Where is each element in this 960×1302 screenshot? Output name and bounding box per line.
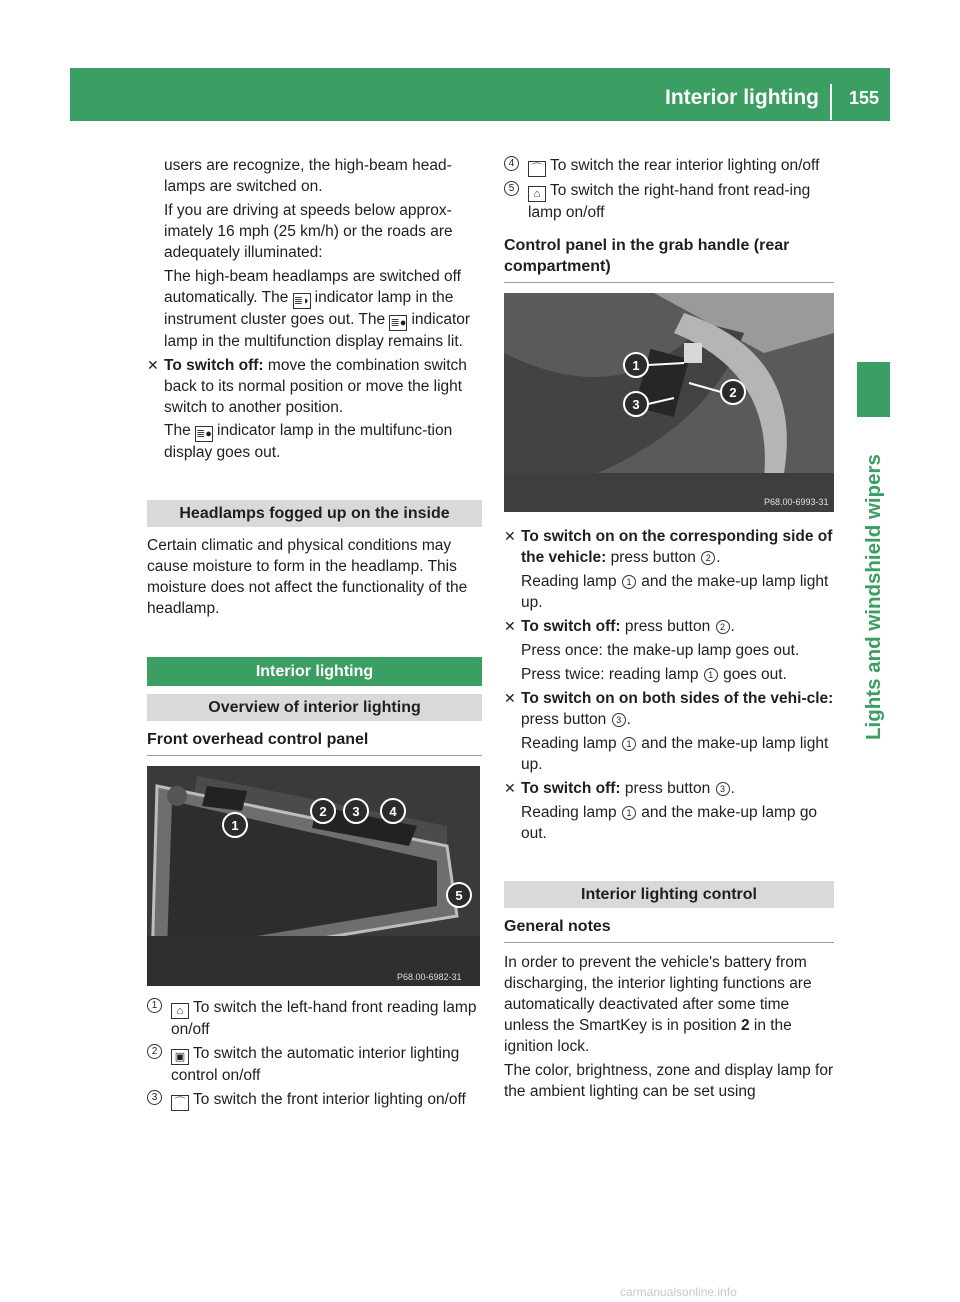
header-divider [830, 84, 832, 120]
step-item: ✕ To switch on on both sides of the vehi-cle: press button 3 . Reading lamp 1 and the make-up lamp light up. [504, 690, 834, 773]
svg-text:1: 1 [632, 358, 640, 373]
callout-number: 3 [716, 782, 730, 796]
svg-text:5: 5 [455, 888, 463, 903]
side-chapter-title [858, 430, 890, 760]
grab-handle-photo [504, 293, 834, 512]
svg-text:4: 4 [389, 804, 397, 819]
svg-text:3: 3 [352, 804, 360, 819]
callout-number: 1 [622, 575, 636, 589]
step-item: ✕ To switch off: press button 2 . Press once: the make-up lamp goes out. Press twice: reading lamp 1 goes out. [504, 618, 800, 683]
step-switch-off: ✕ To switch off: move the combination switch back to its normal position or move the light switch to another position. The ≣● indicator lamp in the multifunc-tion display goes out. [147, 357, 467, 461]
page-number: 155 [848, 88, 880, 108]
paragraph: Certain climatic and physical conditions may cause moisture to form in the headlamp. This moisture does not affect the functionality of the headlamp. [147, 537, 468, 617]
left-column [147, 155, 482, 1114]
svg-text:2: 2 [729, 385, 737, 400]
callout-number: 3 [612, 713, 626, 727]
section-heading-overview: Overview of interior lighting [147, 694, 482, 721]
callout-number: 1 [622, 806, 636, 820]
list-item: 1 ⌂ To switch the left-hand front reading lamp on/off [147, 997, 482, 1040]
svg-text:1: 1 [231, 818, 239, 833]
photo-code: P68.00-6982-31 [397, 972, 462, 982]
section-heading-control: Interior lighting control [504, 881, 834, 908]
subheading-general-notes: General notes [504, 916, 834, 943]
front-panel-photo [147, 766, 480, 986]
callout-number: 2 [716, 620, 730, 634]
arrow-icon: ✕ [504, 528, 516, 544]
paragraph: The color, brightness, zone and display lamp for the ambient lighting can be set using [504, 1062, 834, 1100]
callout-number: 1 [622, 737, 636, 751]
callout-number: 1 [704, 668, 718, 682]
high-beam-icon: ≣◗ [293, 295, 310, 307]
photo-code: P68.00-6993-31 [764, 497, 829, 507]
arrow-icon: ✕ [504, 690, 516, 706]
side-chapter-label: Lights and windshield wipers [861, 453, 885, 740]
page-header [70, 68, 890, 121]
right-column [504, 155, 834, 1105]
step-item: ✕ To switch on on the corresponding side of the vehicle: press button 2 . Reading lamp 1 and the make-up lamp light up. [504, 528, 833, 611]
arrow-icon: ✕ [147, 357, 159, 373]
arrow-icon: ✕ [504, 780, 516, 796]
list-item: 5 ⌂ To switch the right-hand front read-ing lamp on/off [504, 180, 834, 223]
front-interior-light-icon: ⌒ [171, 1095, 189, 1111]
high-beam-assist-icon: ≣● [390, 317, 407, 329]
subheading-front-panel: Front overhead control panel [147, 729, 482, 756]
list-item: 4 ⌒ To switch the rear interior lighting on/off [504, 155, 834, 177]
subheading-grab-handle: Control panel in the grab handle (rear compartment) [504, 235, 834, 283]
svg-text:2: 2 [319, 804, 327, 819]
paragraph: If you are driving at speeds below approx-imately 16 mph (25 km/h) or the roads are adequately illuminated: [164, 202, 453, 261]
paragraph: In order to prevent the vehicle's battery from discharging, the interior lighting functions are automatically deactivated after some time unless the SmartKey is in position 2 in the ignition lock. [504, 954, 812, 1055]
footer-watermark: carmanualsonline.info [620, 1285, 737, 1299]
reading-lamp-icon: ⌂ [171, 1003, 189, 1019]
rear-interior-light-icon: ⌒ [528, 161, 546, 177]
reading-lamp-icon: ⌂ [528, 186, 546, 202]
paragraph: users are recognize, the high-beam head-lamps are switched on. [164, 157, 452, 195]
high-beam-assist-icon: ≣● [196, 428, 212, 440]
list-item: 2 ▣ To switch the automatic interior lighting control on/off [147, 1043, 482, 1086]
arrow-icon: ✕ [504, 618, 516, 634]
side-tab-marker [857, 362, 890, 417]
svg-text:3: 3 [632, 397, 640, 412]
step-item: ✕ To switch off: press button 3 . Reading lamp 1 and the make-up lamp go out. [504, 780, 818, 842]
paragraph: The high-beam headlamps are switched off automatically. The ≣◗ indicator lamp in the instrument cluster goes out. The ≣● indicator lamp in the multifunction display remains lit. [164, 268, 471, 350]
list-item: 3 ⌒ To switch the front interior lighting on/off [147, 1089, 482, 1111]
section-title-interior: Interior lighting [147, 657, 482, 686]
header-title: Interior lighting [665, 86, 819, 109]
section-heading-fog: Headlamps fogged up on the inside [147, 500, 482, 527]
callout-number: 2 [701, 551, 715, 565]
auto-light-icon: ▣ [171, 1049, 189, 1065]
